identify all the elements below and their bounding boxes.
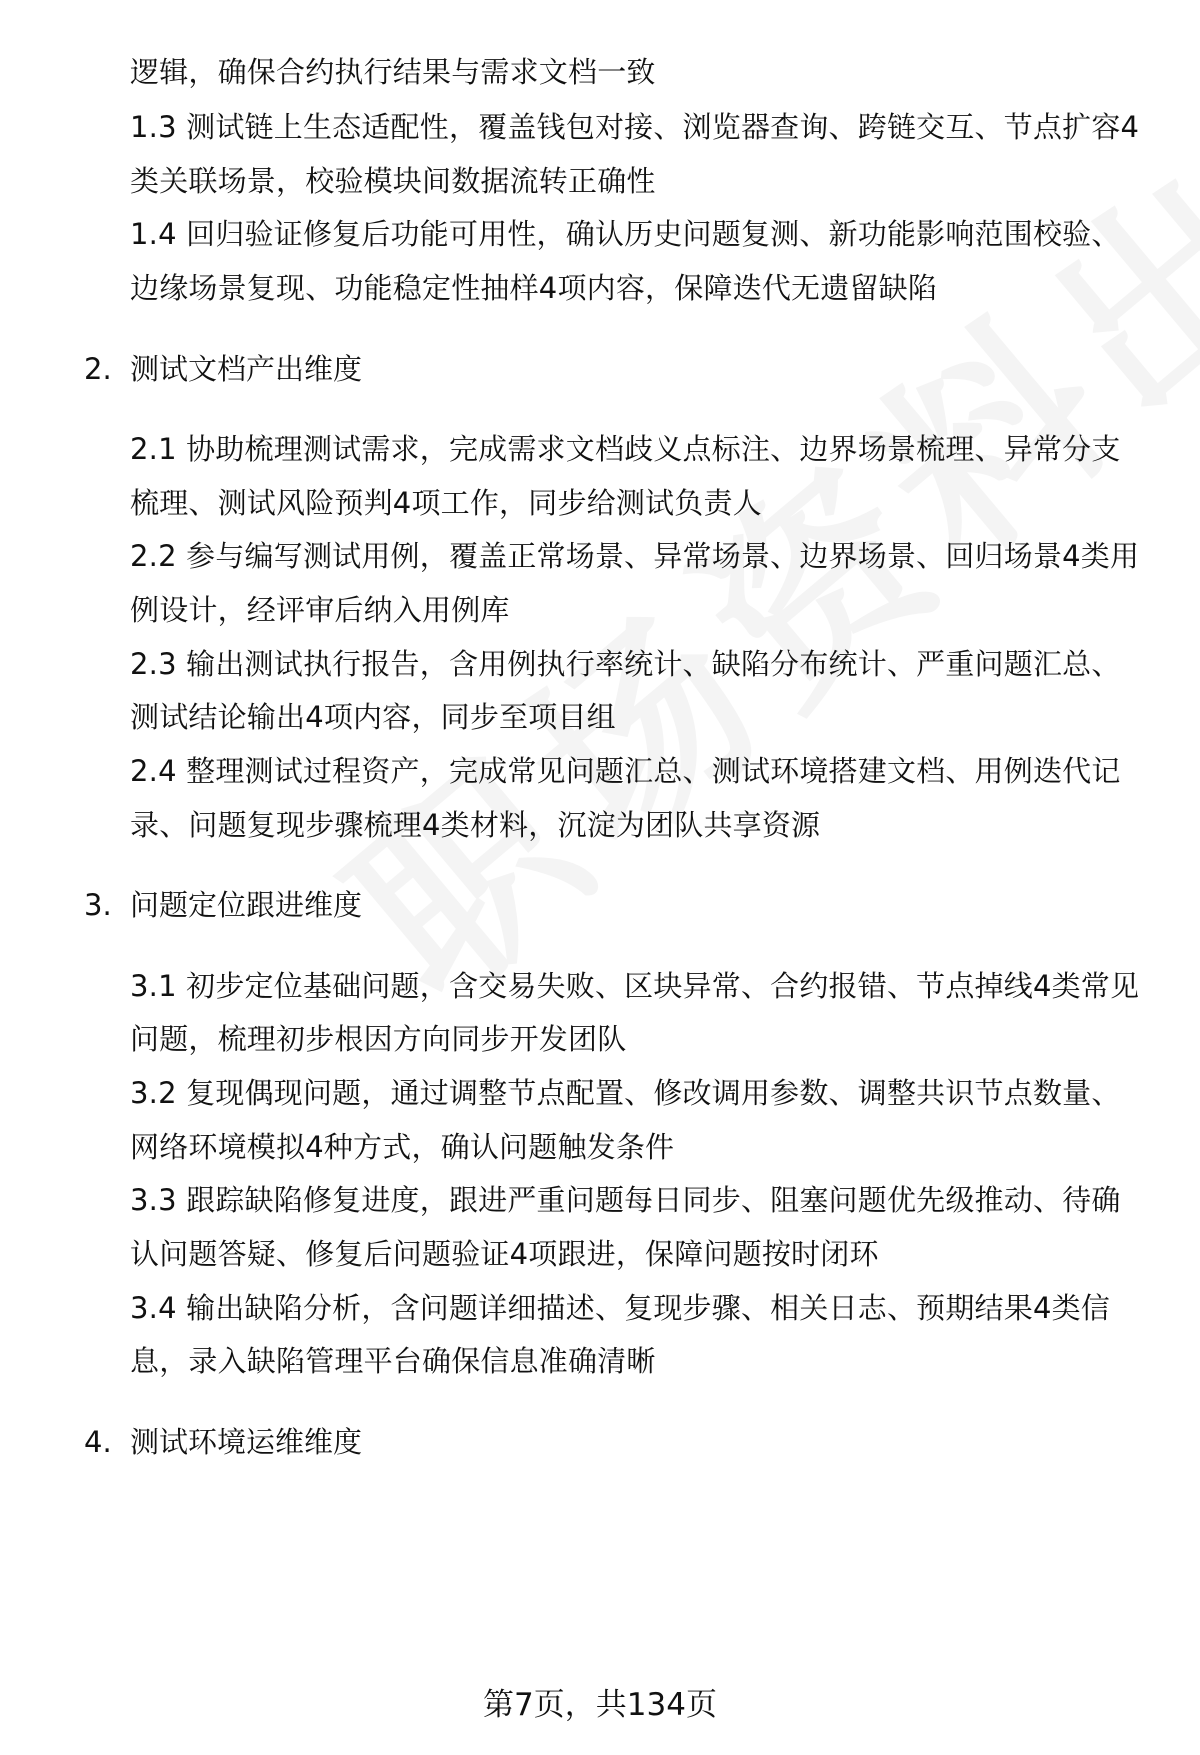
body-line: 逻辑，确保合约执行结果与需求文档一致: [130, 55, 656, 89]
body-line: 2.1 协助梳理测试需求，完成需求文档歧义点标注、边界场景梳理、异常分支: [130, 432, 1121, 466]
body-line: 类关联场景，校验模块间数据流转正确性: [130, 164, 656, 198]
body-line: 网络环境模拟4种方式，确认问题触发条件: [130, 1130, 675, 1164]
body-line: 3.1 初步定位基础问题，含交易失败、区块异常、合约报错、节点掉线4类常见: [130, 969, 1140, 1003]
section-number: 3.: [84, 888, 112, 922]
body-line: 问题，梳理初步根因方向同步开发团队: [130, 1022, 627, 1056]
body-line: 1.3 测试链上生态适配性，覆盖钱包对接、浏览器查询、跨链交互、节点扩容4: [130, 110, 1140, 144]
body-line: 梳理、测试风险预判4项工作，同步给测试负责人: [130, 486, 762, 520]
body-line: 录、问题复现步骤梳理4类材料，沉淀为团队共享资源: [130, 808, 821, 842]
body-line: 1.4 回归验证修复后功能可用性，确认历史问题复测、新功能影响范围校验、: [130, 217, 1121, 251]
body-line: 3.3 跟踪缺陷修复进度，跟进严重问题每日同步、阻塞问题优先级推动、待确: [130, 1183, 1121, 1217]
body-line: 测试结论输出4项内容，同步至项目组: [130, 700, 616, 734]
body-line: 例设计，经评审后纳入用例库: [130, 593, 510, 627]
body-line: 2.3 输出测试执行报告，含用例执行率统计、缺陷分布统计、严重问题汇总、: [130, 647, 1121, 681]
body-line: 3.4 输出缺陷分析，含问题详细描述、复现步骤、相关日志、预期结果4类信: [130, 1291, 1110, 1325]
section-number: 2.: [84, 352, 112, 386]
body-line: 息，录入缺陷管理平台确保信息准确清晰: [130, 1344, 656, 1378]
section-title: 测试文档产出维度: [130, 352, 363, 386]
section-title: 测试环境运维维度: [130, 1425, 363, 1459]
section-title: 问题定位跟进维度: [130, 888, 363, 922]
body-line: 2.2 参与编写测试用例，覆盖正常场景、异常场景、边界场景、回归场景4类用: [130, 539, 1140, 573]
body-line: 2.4 整理测试过程资产，完成常见问题汇总、测试环境搭建文档、用例迭代记: [130, 754, 1121, 788]
body-line: 边缘场景复现、功能稳定性抽样4项内容，保障迭代无遗留缺陷: [130, 271, 938, 305]
section-heading: [84, 1422, 362, 1462]
section-heading: [84, 885, 362, 925]
page-footer: 第7页，共134页: [483, 1687, 717, 1723]
body-line: 3.2 复现偶现问题，通过调整节点配置、修改调用参数、调整共识节点数量、: [130, 1076, 1121, 1110]
section-number: 4.: [84, 1425, 112, 1459]
section-heading: [84, 349, 362, 389]
body-line: 认问题答疑、修复后问题验证4项跟进，保障问题按时闭环: [130, 1237, 879, 1271]
